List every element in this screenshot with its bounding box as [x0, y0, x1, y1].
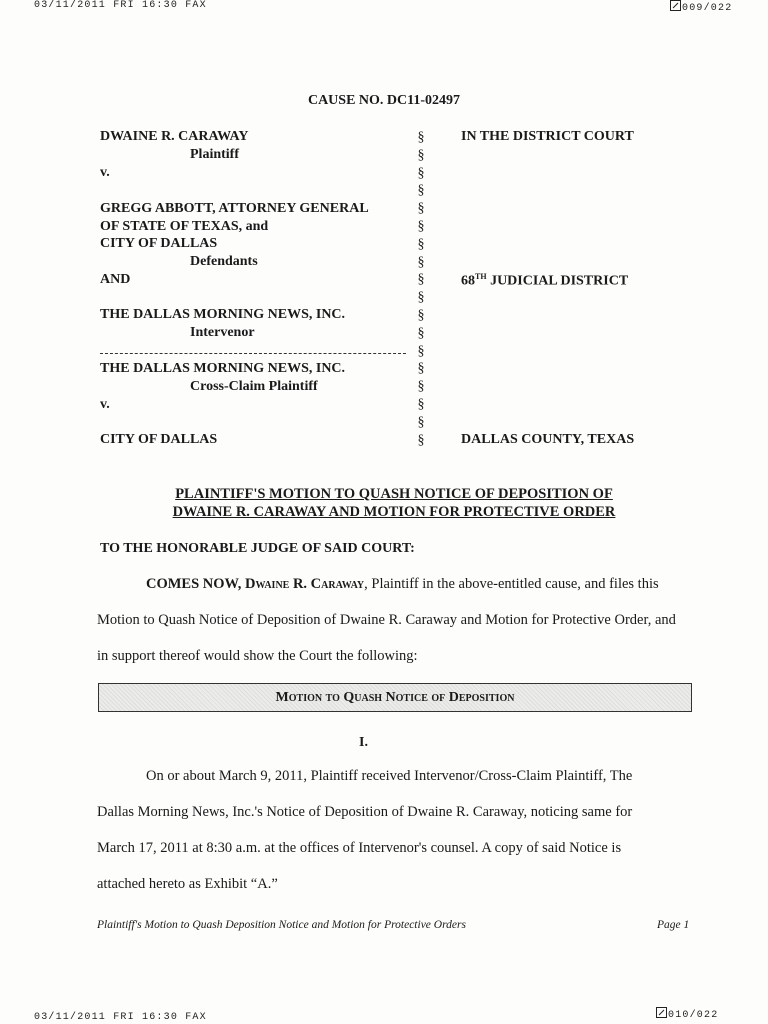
section-symbol: § [417, 325, 425, 341]
caption-and: AND [100, 272, 131, 287]
fax-page-count-bottom: 010/022 [668, 1010, 719, 1021]
section-symbol: § [417, 272, 425, 288]
fax-header-top-right [670, 0, 732, 14]
caption-defendants-role: Defendants [190, 254, 258, 269]
fax-header-bottom-left: 03/11/2011 FRI 16:30 FAX [34, 1012, 207, 1023]
fax-header-bottom-right [656, 1007, 718, 1021]
section-heading: Motion to Quash Notice of Deposition [275, 690, 515, 705]
section-symbol: § [417, 183, 425, 199]
body-line-1 [146, 576, 659, 593]
caption-versus-1: v. [100, 165, 110, 180]
section-number: I. [359, 735, 368, 750]
document-title-line2: DWAINE R. CARAWAY AND MOTION FOR PROTECTIVE ORDER [172, 504, 616, 520]
caption-plaintiff-role: Plaintiff [190, 147, 239, 162]
section-symbol: § [417, 290, 425, 306]
section-symbol: § [417, 130, 425, 145]
caption-versus-2: v. [100, 397, 110, 412]
caption-cross-defendant: CITY OF DALLAS [100, 432, 218, 447]
section-symbol: § [417, 236, 425, 252]
caption-divider [100, 353, 406, 354]
caption-cross-plaintiff-name: THE DALLAS MORNING NEWS, INC. [100, 361, 346, 376]
caption-intervenor-role: Intervenor [190, 325, 255, 340]
body-line-3: in support thereof would show the Court the following: [97, 648, 418, 664]
paragraph-1-line-3: March 17, 2011 at 8:30 a.m. at the offices of Intervenor's counsel. A copy of said Notice is [97, 840, 622, 856]
document-title-line1: PLAINTIFF'S MOTION TO QUASH NOTICE OF DEPOSITION OF [175, 486, 613, 502]
caption-court: IN THE DISTRICT COURT [461, 129, 634, 144]
section-symbol: § [417, 379, 425, 395]
district-number: 68 [461, 273, 475, 289]
section-symbol-column [414, 129, 428, 449]
caption-judicial-district [461, 272, 628, 290]
section-symbol: § [417, 361, 425, 377]
paragraph-1-line-2: Dallas Morning News, Inc.'s Notice of Deposition of Dwaine R. Caraway, noticing same for [97, 804, 633, 820]
cause-number: CAUSE NO. DC11-02497 [307, 93, 461, 108]
district-text: JUDICIAL DISTRICT [486, 273, 629, 289]
section-symbol: § [417, 432, 425, 448]
comes-now: COMES NOW, [146, 576, 242, 592]
fax-page-count-top: 009/022 [682, 3, 733, 14]
caption-plaintiff-name: DWAINE R. CARAWAY [100, 129, 249, 144]
comes-name: Dwaine R. Caraway [244, 576, 365, 592]
caption-cross-plaintiff-role: Cross-Claim Plaintiff [190, 379, 318, 394]
section-symbol: § [417, 165, 425, 181]
checkbox-icon [656, 1007, 667, 1018]
section-symbol: § [417, 307, 425, 323]
fax-header-top-left: 03/11/2011 FRI 16:30 FAX [34, 0, 207, 11]
caption-county: DALLAS COUNTY, TEXAS [461, 432, 635, 447]
caption-intervenor-name: THE DALLAS MORNING NEWS, INC. [100, 307, 346, 322]
caption-defendant-2: CITY OF DALLAS [100, 236, 218, 251]
section-symbol: § [417, 254, 425, 270]
section-symbol: § [417, 201, 425, 217]
section-symbol: § [417, 147, 425, 163]
section-symbol: § [417, 218, 425, 234]
caption-defendant-1-line2: OF STATE OF TEXAS, and [100, 219, 269, 234]
caption-defendant-1-line1: GREGG ABBOTT, ATTORNEY GENERAL [100, 201, 369, 216]
checkbox-icon [670, 0, 681, 11]
body-line-2: Motion to Quash Notice of Deposition of Dwaine R. Caraway and Motion for Protective Order, and [97, 612, 676, 628]
section-symbol: § [417, 414, 425, 430]
paragraph-1-line-1: On or about March 9, 2011, Plaintiff received Intervenor/Cross-Claim Plaintiff, The [146, 768, 633, 784]
section-symbol: § [417, 343, 425, 359]
footer-document-title: Plaintiff's Motion to Quash Deposition Notice and Motion for Protective Orders [97, 919, 466, 931]
section-heading-box [98, 683, 692, 712]
district-superscript: TH [475, 272, 487, 281]
salutation: TO THE HONORABLE JUDGE OF SAID COURT: [100, 541, 415, 556]
paragraph-1-line-4: attached hereto as Exhibit “A.” [97, 876, 278, 892]
footer-page-number: Page 1 [657, 919, 690, 931]
comes-rest: , Plaintiff in the above-entitled cause, and files this [364, 576, 659, 592]
section-symbol: § [417, 396, 425, 412]
